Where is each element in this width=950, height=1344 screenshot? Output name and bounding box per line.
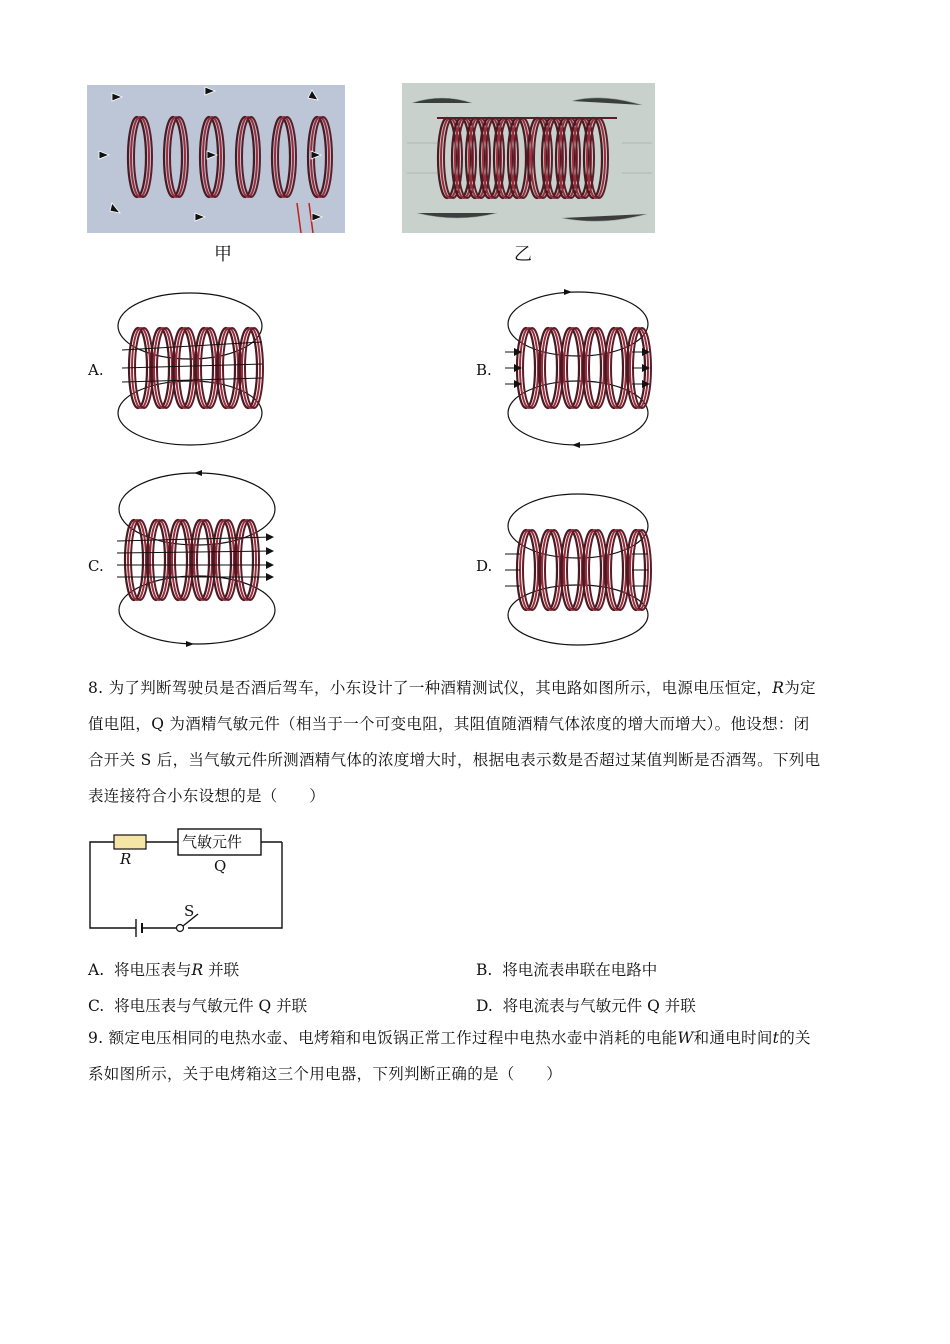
option-d-field-diagram bbox=[500, 490, 660, 650]
component-q-label: Q bbox=[214, 857, 227, 875]
q8-line-2: 值电阻，Q 为酒精气敏元件（相当于一个可变电阻，其阻值随酒精气体浓度的增大而增大）。他设想：闭 bbox=[88, 715, 810, 733]
q9-line-2: 系如图所示，关于电烤箱这三个用电器，下列判断正确的是（ ） bbox=[88, 1065, 563, 1083]
q8-line-3: 合开关 S 后，当气敏元件所测酒精气体的浓度增大时，根据电表示数是否超过某值判断是否酒驾。下列电 bbox=[88, 751, 821, 769]
component-label: 气敏元件 bbox=[182, 833, 243, 851]
switch-label: S bbox=[184, 902, 195, 920]
q8-line-4: 表连接符合小东设想的是（ ） bbox=[88, 787, 326, 805]
q9-line-1: 9. 额定电压相同的电热水壶、电烤箱和电饭锅正常工作过程中电热水壶中消耗的电能W和通电时间t的关 bbox=[88, 1029, 811, 1047]
choice-c[interactable]: C. 将电压表与气敏元件 Q 并联 bbox=[88, 997, 308, 1015]
resistor-label: R bbox=[120, 850, 132, 868]
option-d-label: D. bbox=[476, 557, 493, 575]
q8-line-1: 8. 为了判断驾驶员是否酒后驾车，小东设计了一种酒精测试仪，其电路如图所示，电源电压恒定，R为定 bbox=[88, 679, 816, 697]
question-8-text bbox=[88, 670, 868, 814]
caption-yi: 乙 bbox=[514, 244, 532, 265]
caption-jia: 甲 bbox=[214, 244, 232, 265]
choice-a[interactable]: A. 将电压表与R 并联 bbox=[88, 961, 240, 979]
option-b-field-diagram bbox=[500, 288, 660, 448]
solenoid-photo-compass bbox=[87, 85, 345, 233]
option-a-label: A. bbox=[88, 361, 104, 379]
option-b-label: B. bbox=[476, 361, 492, 379]
option-c-label: C. bbox=[88, 557, 104, 575]
option-c-field-diagram bbox=[112, 465, 282, 650]
option-a-field-diagram bbox=[112, 288, 272, 448]
circuit-diagram bbox=[88, 826, 288, 946]
choice-d[interactable]: D. 将电流表与气敏元件 Q 并联 bbox=[476, 997, 696, 1015]
question-9-text bbox=[88, 1020, 868, 1092]
solenoid-photo-iron-filings bbox=[402, 83, 655, 233]
choice-b[interactable]: B. 将电流表串联在电路中 bbox=[476, 961, 658, 979]
